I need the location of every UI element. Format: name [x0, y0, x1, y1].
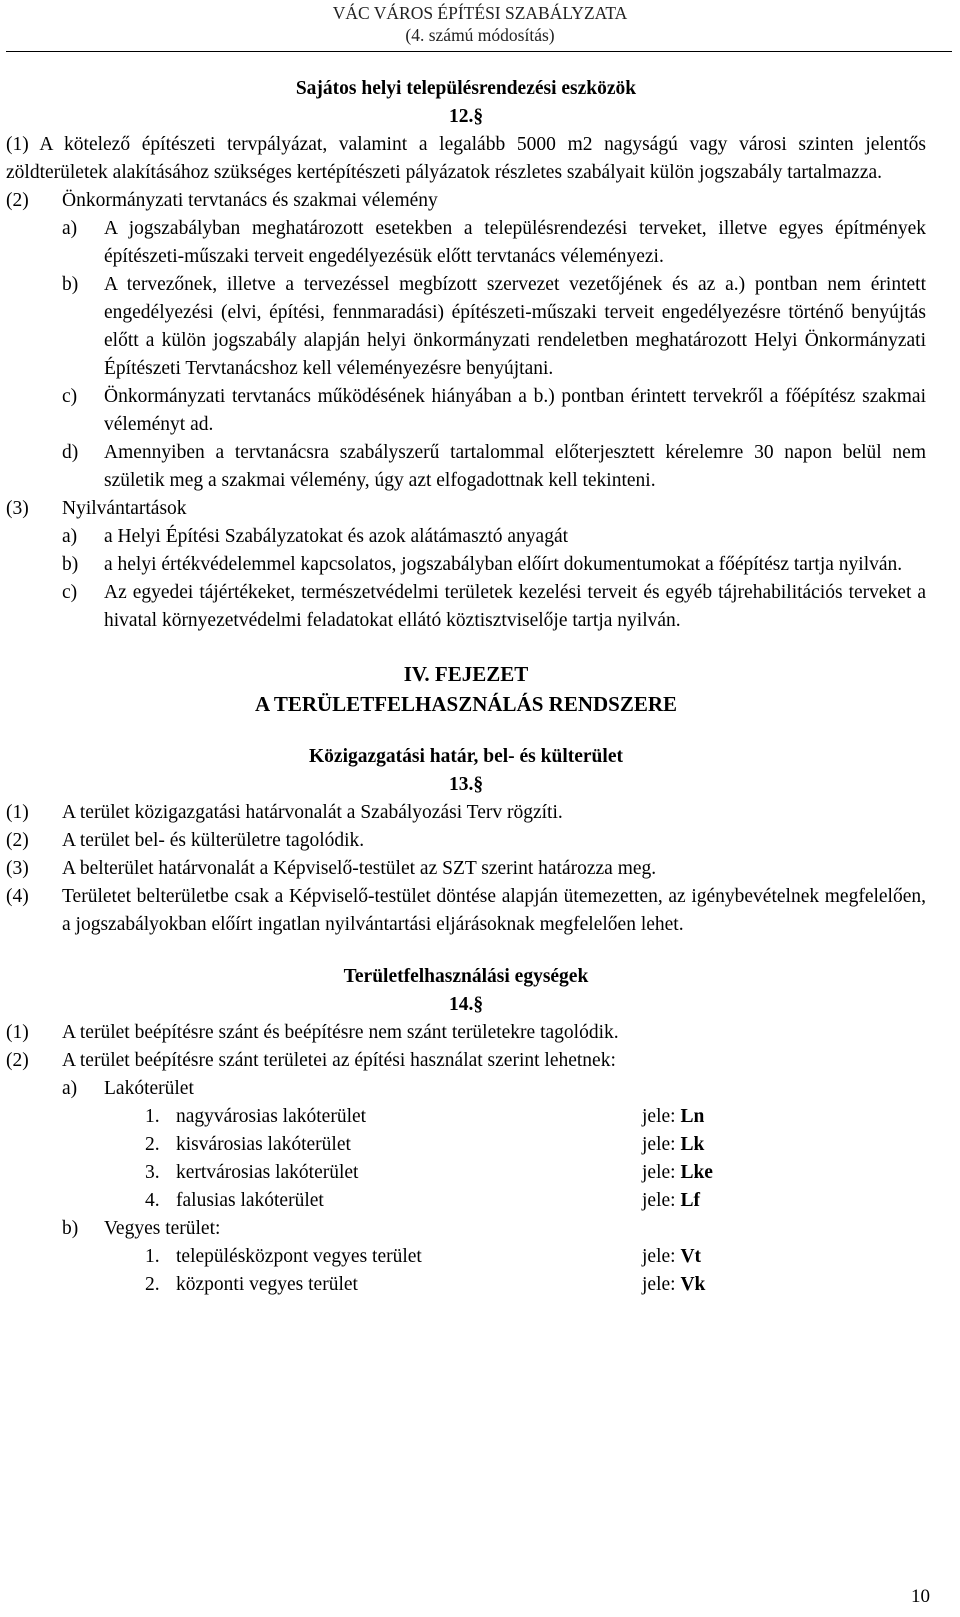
item-letter: b) [62, 274, 79, 295]
item-number: 2. [145, 1274, 160, 1295]
item-text: Önkormányzati tervtanács működésének hiányában a b.) pontban érintett tervekről a főépítész szakmai véleményt ad. [104, 386, 926, 435]
item-text: Vegyes terület: [104, 1218, 221, 1239]
s14-paragraph-2 [6, 1047, 926, 1075]
code-value: Lf [680, 1190, 700, 1211]
header-subtitle: (4. számú módosítás) [405, 25, 555, 45]
s12-p3-item-b [6, 551, 926, 579]
item-letter: a) [62, 218, 78, 239]
list-item [6, 1159, 926, 1187]
section-12-title: Sajátos helyi településrendezési eszközök [295, 78, 637, 99]
item-number: 3. [145, 1162, 160, 1183]
item-number: 2. [145, 1134, 160, 1155]
paragraph-text: A terület közigazgatási határvonalát a Szabályozási Terv rögzíti. [62, 802, 563, 823]
section-14-number: 14.§ [448, 994, 484, 1015]
item-text: Az egyedei tájértékeket, természetvédelmi területek kezelési terveit és egyéb tájrehabilitációs terveket a hivatal környezetvédelmi feladatokat ellátó köztisztviselője tartja nyilván. [104, 582, 926, 631]
section-13-title: Közigazgatási határ, bel- és külterület [309, 746, 623, 767]
s14-item-a [6, 1075, 926, 1103]
item-number: 1. [145, 1106, 160, 1127]
s14-item-b [6, 1215, 926, 1243]
paragraph-text: A terület beépítésre szánt területei az építési használat szerint lehetnek: [62, 1050, 616, 1071]
item-letter: a) [62, 1078, 78, 1099]
code-value: Lke [680, 1162, 713, 1183]
item-name: kisvárosias lakóterület [176, 1134, 351, 1155]
s12-p2-item-b [6, 271, 926, 383]
item-name: kertvárosias lakóterület [176, 1162, 359, 1183]
item-text: a Helyi Építési Szabályzatokat és azok alátámasztó anyagát [104, 526, 569, 547]
item-text: Amennyiben a tervtanácsra szabályszerű tartalommal előterjesztett kérelemre 30 napon belül nem születik meg a szakmai vélemény, úgy azt elfogadottnak kell tekinteni. [104, 442, 926, 491]
item-code [642, 1103, 704, 1131]
paragraph-number: (3) [6, 858, 29, 879]
paragraph-number: (2) [6, 830, 29, 851]
lako-list [6, 1103, 926, 1215]
item-name: központi vegyes terület [176, 1274, 358, 1295]
chapter-title: A TERÜLETFELHASZNÁLÁS RENDSZERE [254, 692, 678, 716]
code-value: Ln [680, 1106, 705, 1127]
code-label: jele: [642, 1274, 676, 1295]
item-text: A tervezőnek, illetve a tervezéssel megbízott szervezet vezetőjének és az a.) pontban nem érintett engedélyezési (elvi, építési, fennmaradási) építészeti-műszaki terveit engedélyezésre történő benyújtás előtt a külön jogszabály alapján helyi önkormányzati rendeletben meghatározott Helyi Önkormányzati Építészeti Tervtanácshoz kell véleményezésre benyújtani. [104, 274, 926, 379]
s12-paragraph-2 [6, 187, 926, 215]
page-number: 10 [911, 1586, 930, 1607]
paragraph-number: (3) [6, 498, 29, 519]
code-value: Vt [680, 1246, 702, 1267]
s12-paragraph-3 [6, 495, 926, 523]
s13-paragraph-2 [6, 827, 926, 855]
item-code [642, 1131, 704, 1159]
s13-paragraph-3 [6, 855, 926, 883]
item-letter: c) [62, 386, 78, 407]
paragraph-number: (1) [6, 802, 29, 823]
s12-p2-item-a [6, 215, 926, 271]
header-divider [6, 51, 952, 52]
paragraph-text: Önkormányzati tervtanács és szakmai vélemény [62, 190, 438, 211]
code-value: Vk [680, 1274, 706, 1295]
vegyes-list [6, 1243, 926, 1299]
s13-paragraph-1 [6, 799, 926, 827]
paragraph-number: (4) [6, 886, 29, 907]
paragraph-text: A terület beépítésre szánt és beépítésre nem szánt területekre tagolódik. [62, 1022, 619, 1043]
item-letter: b) [62, 1218, 79, 1239]
item-letter: b) [62, 554, 79, 575]
s12-p2-item-c [6, 383, 926, 439]
s12-p3-item-a [6, 523, 926, 551]
paragraph-number: (2) [6, 1050, 29, 1071]
item-name: nagyvárosias lakóterület [176, 1106, 367, 1127]
paragraph-number: (1) [6, 1022, 29, 1043]
chapter-number: IV. FEJEZET [403, 662, 529, 686]
item-number: 1. [145, 1246, 160, 1267]
item-letter: c) [62, 582, 78, 603]
item-number: 4. [145, 1190, 160, 1211]
list-item [6, 1271, 926, 1299]
code-label: jele: [642, 1190, 676, 1211]
section-13-number: 13.§ [448, 774, 484, 795]
item-code [642, 1271, 705, 1299]
paragraph-text: A belterület határvonalát a Képviselő-testület az SZT szerint határozza meg. [62, 858, 657, 879]
paragraph-text: Területet belterületbe csak a Képviselő-testület döntése alapján ütemezetten, az igénybevételnek megfelelően, a jogszabályokban előírt ingatlan nyilvántartási eljárásoknak megfelelően lehet. [62, 886, 926, 935]
document-body [6, 75, 926, 1299]
item-text: A jogszabályban meghatározott esetekben a településrendezési terveket, illetve egyes építmények építészeti-műszaki terveit engedélyezésük előtt tervtanács véleményezi. [104, 218, 926, 267]
s12-p2-item-d [6, 439, 926, 495]
item-code [642, 1187, 700, 1215]
code-label: jele: [642, 1246, 676, 1267]
paragraph-number: (2) [6, 190, 29, 211]
item-letter: a) [62, 526, 78, 547]
code-label: jele: [642, 1162, 676, 1183]
list-item [6, 1103, 926, 1131]
s14-paragraph-1 [6, 1019, 926, 1047]
list-item [6, 1187, 926, 1215]
code-label: jele: [642, 1134, 676, 1155]
s12-paragraph-1: (1) A kötelező építészeti tervpályázat, valamint a legalább 5000 m2 nagyságú vagy városi szinten jelentős zöldterületek alakításához szükséges kertépítészeti pályázatok részletes szabályait külön jogszabály tartalmazza. [6, 134, 926, 183]
item-text: a helyi értékvédelemmel kapcsolatos, jogszabályban előírt dokumentumokat a főépítész tartja nyilván. [104, 554, 903, 575]
s12-p3-item-c [6, 579, 926, 635]
code-label: jele: [642, 1106, 676, 1127]
item-name: falusias lakóterület [176, 1190, 324, 1211]
item-letter: d) [62, 442, 79, 463]
item-text: Lakóterület [104, 1078, 194, 1099]
list-item [6, 1131, 926, 1159]
paragraph-text: A terület bel- és külterületre tagolódik. [62, 830, 365, 851]
section-14-title: Területfelhasználási egységek [343, 966, 589, 987]
s13-paragraph-4 [6, 883, 926, 939]
header-title: VÁC VÁROS ÉPÍTÉSI SZABÁLYZATA [332, 3, 628, 23]
code-value: Lk [680, 1134, 705, 1155]
item-code [642, 1159, 713, 1187]
item-code [642, 1243, 701, 1271]
section-12-number: 12.§ [448, 106, 484, 127]
paragraph-text: Nyilvántartások [62, 498, 187, 519]
running-header [0, 2, 960, 46]
item-name: településközpont vegyes terület [176, 1246, 422, 1267]
list-item [6, 1243, 926, 1271]
